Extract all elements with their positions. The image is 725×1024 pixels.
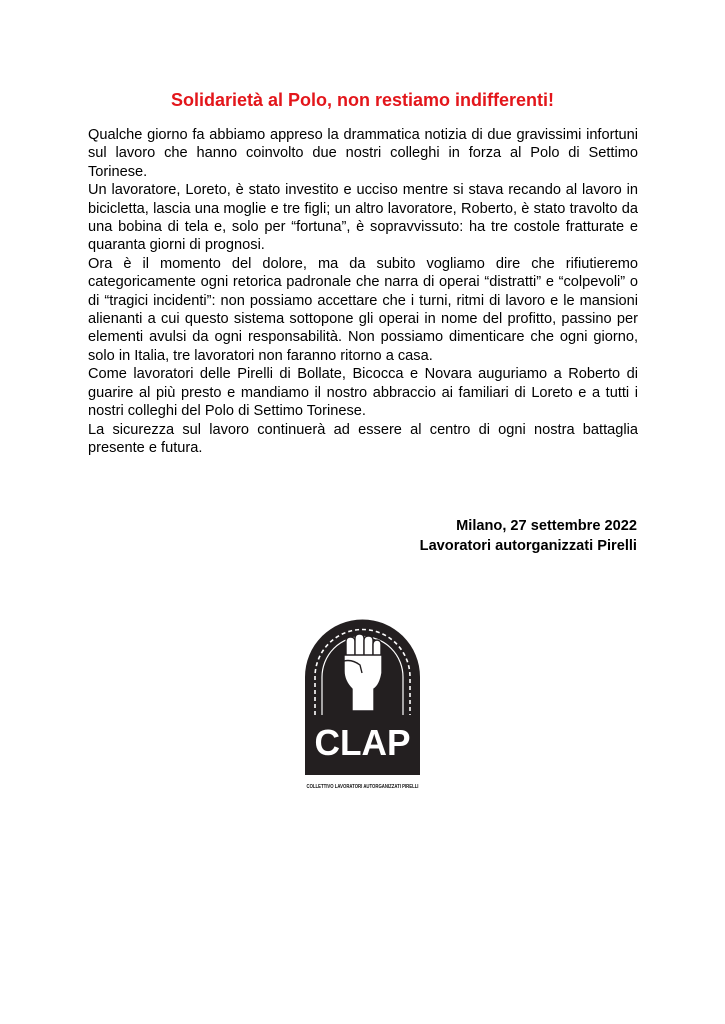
paragraph: Qualche giorno fa abbiamo appreso la drammatica notizia di due gravissimi infortuni sul lavoro che hanno coinvolto due nostri colleghi in forza al Polo di Settimo Torinese. (88, 127, 638, 180)
signature-block (420, 516, 637, 556)
clap-logo (300, 615, 425, 795)
signature-place-date: Milano, 27 settembre 2022 (456, 518, 637, 534)
paragraph: Come lavoratori delle Pirelli di Bollate, Bicocca e Novara auguriamo a Roberto di guarire al più presto e mandiamo il nostro abbraccio ai familiari di Loreto e a tutti i nostri colleghi del Polo di Settimo Torinese. (88, 366, 638, 420)
logo-subtitle: COLLETTIVO LAVORATORI AUTORGANIZZATI PIRELLI (306, 784, 419, 790)
document-title: Solidarietà al Polo, non restiamo indifferenti! (170, 90, 555, 110)
paragraph: Un lavoratore, Loreto, è stato investito e ucciso mentre si stava recando al lavoro in bicicletta, lascia una moglie e tre figli; un altro lavoratore, Roberto, è stato travolto da una bobina di tela e, solo per “fortuna”, è sopravvissuto: ha tre costole fratturate e quaranta giorni di prognosi. (88, 182, 638, 254)
document-body (88, 126, 638, 457)
logo-wordmark: CLAP (314, 722, 411, 763)
paragraph: La sicurezza sul lavoro continuerà ad essere al centro di ogni nostra battaglia presente e futura. (88, 421, 638, 456)
signature-author: Lavoratori autorganizzati Pirelli (419, 538, 637, 554)
paragraph: Ora è il momento del dolore, ma da subito vogliamo dire che rifiutieremo categoricamente ogni retorica padronale che narra di operai “distratti” e “colpevoli” o di “tragici incidenti”: non possiamo accettare che i turni, ritmi di lavoro e le mansioni alienanti a cui questo sistema sottopone gli operai in nome del profitto, passino per elementi avulsi da ogni responsabilità. Non possiamo dimenticare che ogni giorno, solo in Italia, tre lavoratori non faranno ritorno a casa. (88, 255, 638, 364)
